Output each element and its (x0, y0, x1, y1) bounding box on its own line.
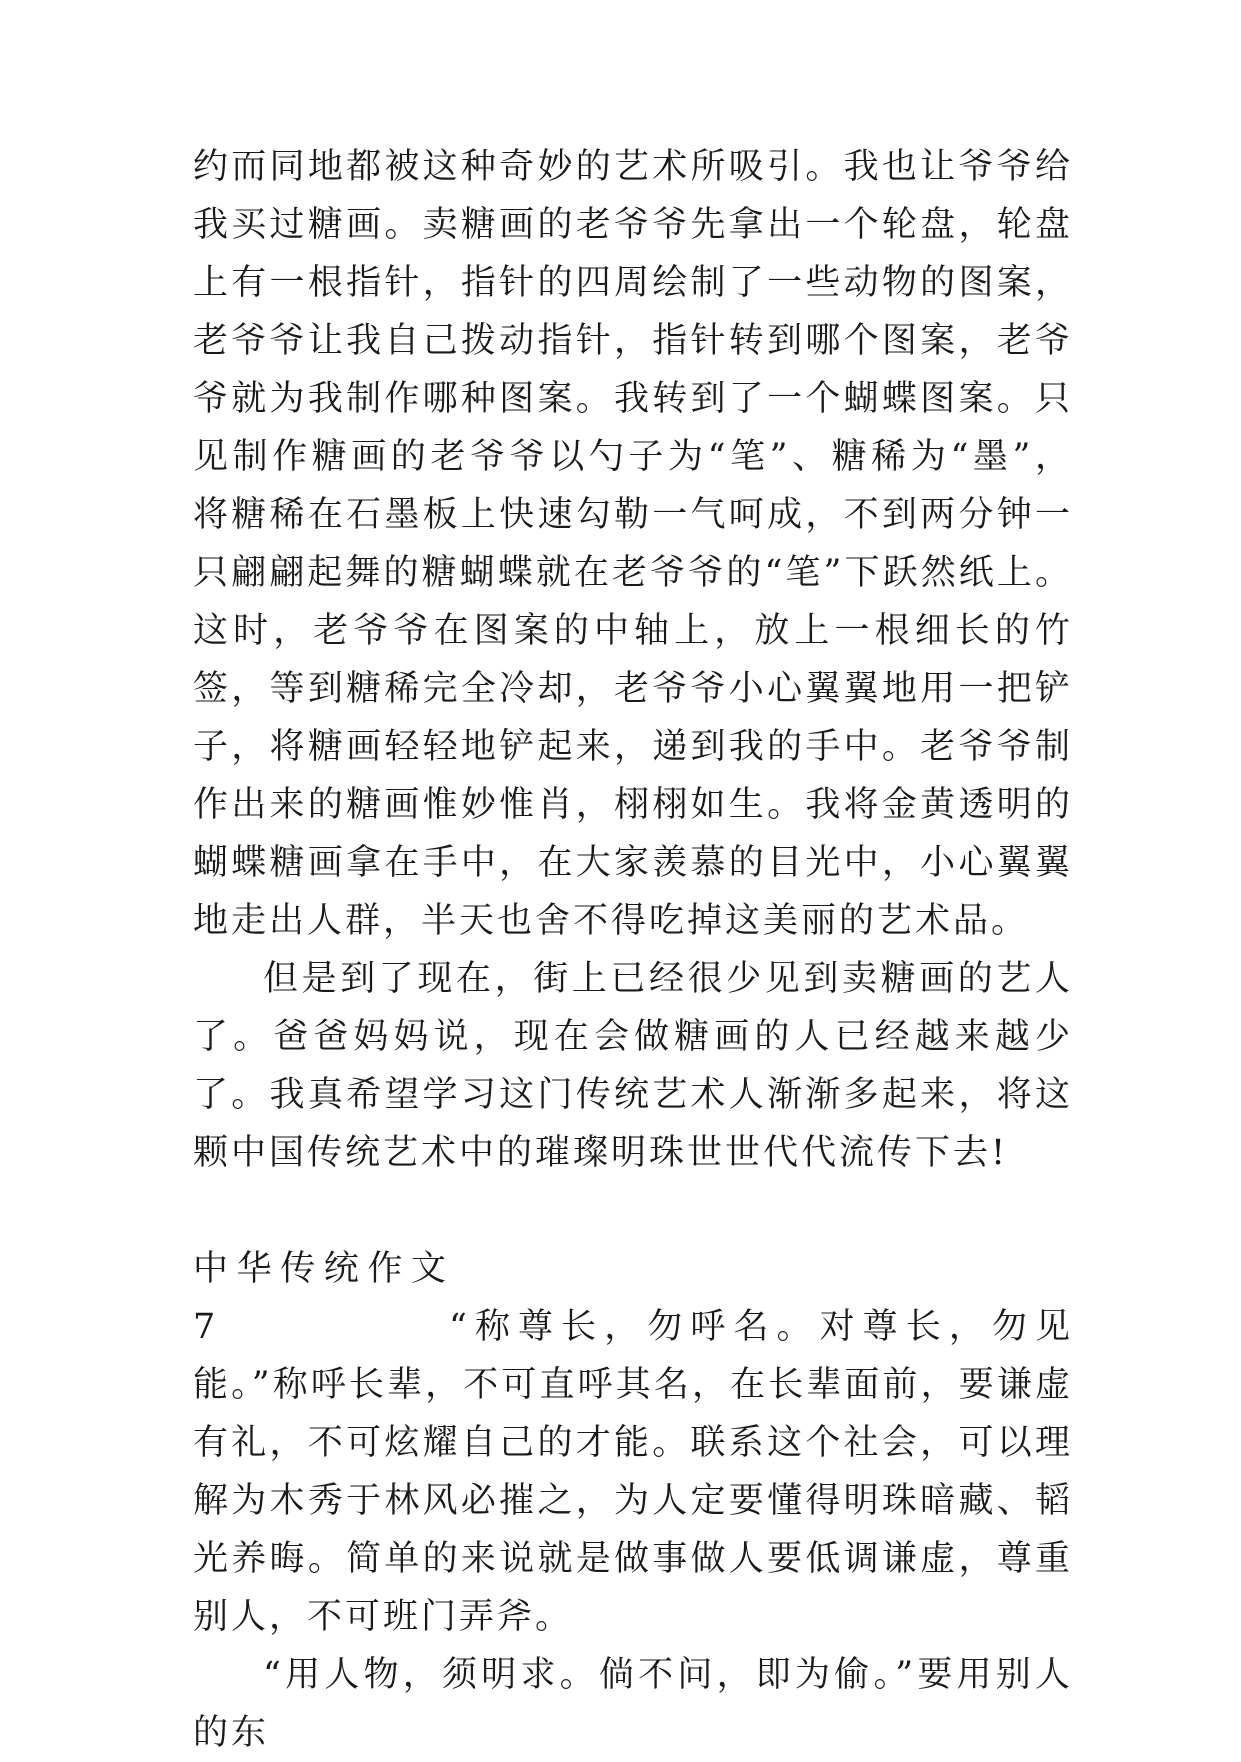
paragraph-borrowing: “用人物，须明求。倘不问，即为偷。”要用别人的东 (193, 1655, 1073, 1753)
paragraph-sugar-painting: 约而同地都被这种奇妙的艺术所吸引。我也让爷爷给我买过糖画。卖糖画的老爷爷先拿出一个轮盘，轮盘上有一根指针，指针的四周绘制了一些动物的图案，老爷爷让我自己拨动指针，指针转到哪个图案，老爷爷就为我制作哪种图案。我转到了一个蝴蝶图案。只见制作糖画的老爷爷以勺子为“笔”、糖稀为“墨”，将糖稀在石墨板上快速勾勒一气呵成，不到两分钟一只翩翩起舞的糖蝴蝶就在老爷爷的“笔”下跃然纸上。这时，老爷爷在图案的中轴上，放上一根细长的竹签，等到糖稀完全冷却，老爷爷小心翼翼地用一把铲子，将糖画轻轻地铲起来，递到我的手中。老爷爷制作出来的糖画惟妙惟肖，栩栩如生。我将金黄透明的蝴蝶糖画拿在手中，在大家羡慕的目光中，小心翼翼地走出人群，半天也舍不得吃掉这美丽的艺术品。 (193, 147, 1073, 941)
paragraph-gap (193, 1182, 1073, 1240)
paragraph-sugar-painting-ending: 但是到了现在，街上已经很少见到卖糖画的艺人了。爸爸妈妈说，现在会做糖画的人已经越来越少了。我真希望学习这门传统艺术人渐渐多起来，将这颗中国传统艺术中的璀璨明珠世世代代流传下去! (193, 959, 1073, 1173)
section-essay-7 (193, 1240, 1073, 1646)
section-title: 中华传统作文 7 (193, 1249, 449, 1347)
document-page (193, 138, 1073, 1762)
section-body-first: “称尊长，勿呼名。对尊长，勿见能。”称呼长辈，不可直呼其名，在长辈面前，要谦虚有礼，不可炫耀自己的才能。联系这个社会，可以理解为木秀于林风必摧之，为人定要懂得明珠暗藏、韬光养晦。简单的来说就是做事做人要低调谦虚，尊重别人，不可班门弄斧。 (193, 1307, 1073, 1637)
